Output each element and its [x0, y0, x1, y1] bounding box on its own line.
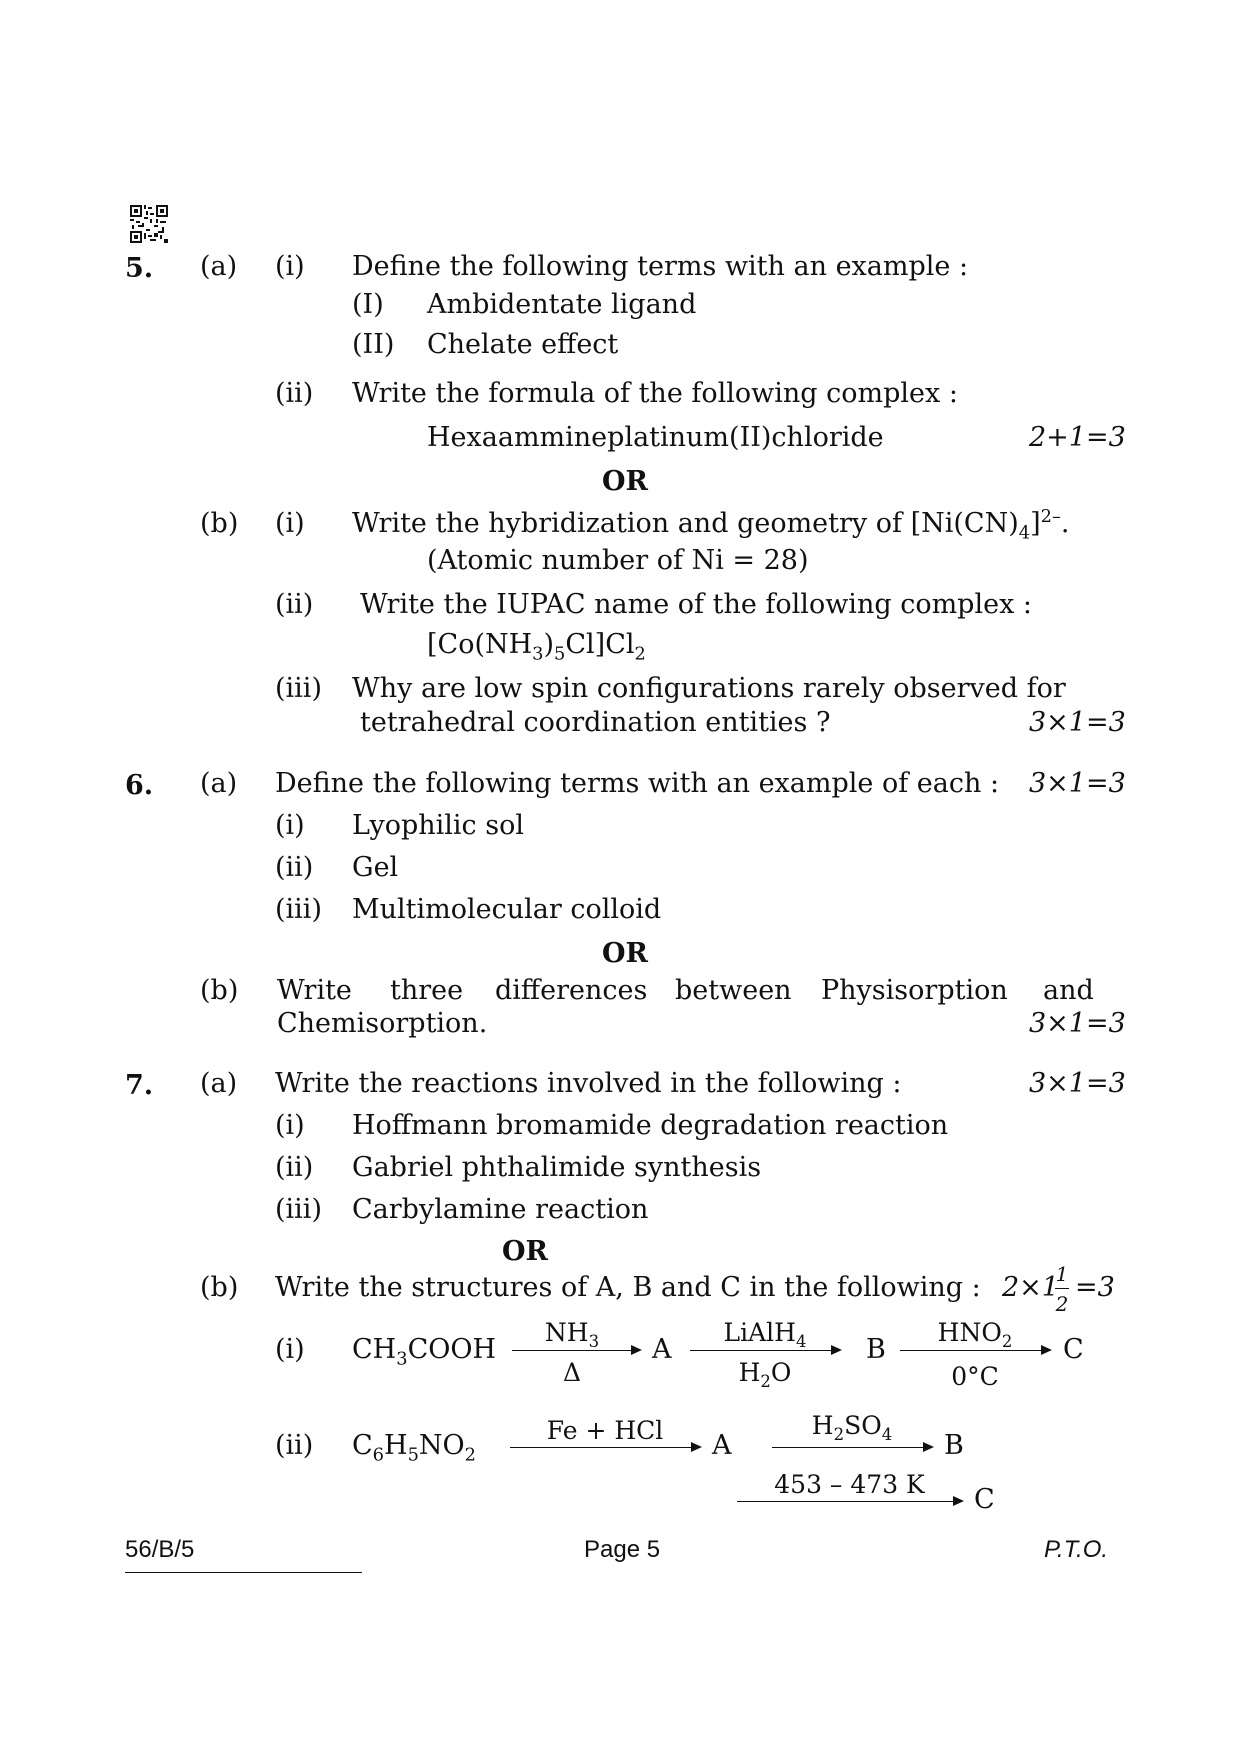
q5-b-i-text: Write the hybridization and geometry of $[Ni(CN)_4]^{2-}$.	[352, 506, 1070, 544]
q7-b-marks-numerator: 1	[1055, 1262, 1069, 1286]
q6-b-marks: 3×1=3	[1029, 1008, 1126, 1039]
q5-b-ii-label: (ii)	[275, 589, 314, 620]
q5-or: OR	[602, 466, 648, 497]
q7-b-ii-reagent-2: $H_2SO_4$	[811, 1411, 893, 1444]
q7-b-i-label: (i)	[275, 1334, 305, 1365]
q7-part-b-label: (b)	[200, 1272, 239, 1303]
q5-a-ii-text: Write the formula of the following complex :	[352, 378, 958, 409]
page-number: Page 5	[584, 1536, 661, 1563]
q6-a-ii-label: (ii)	[275, 852, 314, 883]
q6-b-word: differences	[495, 975, 648, 1006]
q7-b-i-reagent-3: $HNO_2$	[937, 1318, 1013, 1351]
q6-a-i-text: Lyophilic sol	[352, 810, 524, 841]
q7-a-ii-label: (ii)	[275, 1152, 314, 1183]
q5-a-marks: 2+1=3	[1029, 422, 1126, 453]
q7-a-marks: 3×1=3	[1029, 1068, 1126, 1099]
q7-b-ii-label: (ii)	[275, 1430, 314, 1461]
q5-a-i-II-text: Chelate effect	[427, 329, 619, 360]
q5-part-a-label: (a)	[200, 251, 238, 282]
q5-a-i-II-label: (II)	[352, 329, 395, 360]
q5-b-i-label: (i)	[275, 508, 305, 539]
q5-a-ii-complex: Hexaammineplatinum(II)chloride	[427, 422, 884, 453]
paper-code: 56/B/5	[125, 1536, 195, 1563]
q6-b-line2: Chemisorption.	[277, 1008, 488, 1039]
q5-part-b-label: (b)	[200, 508, 239, 539]
q7-b-ii-reactant: $C_6H_5NO_2$	[352, 1430, 477, 1466]
q7-b-ii-product-c: C	[974, 1484, 995, 1515]
qr-code-icon	[130, 205, 168, 243]
q7-part-a-label: (a)	[200, 1068, 238, 1099]
q6-b-word: three	[390, 975, 464, 1006]
q7-b-text: Write the structures of A, B and C in the following :	[275, 1272, 981, 1303]
q5-b-ii-text: Write the IUPAC name of the following complex :	[360, 589, 1032, 620]
q7-b-i-condition-2: $H_2O$	[738, 1358, 792, 1391]
q5-a-ii-label: (ii)	[275, 378, 314, 409]
q6-b-word: between	[675, 975, 792, 1006]
q5-a-i-I-text: Ambidentate ligand	[427, 289, 697, 320]
q5-b-ii-formula: $[Co(NH_3)_5Cl]Cl_2$	[427, 629, 646, 665]
q5-b-marks: 3×1=3	[1029, 707, 1126, 738]
reaction-arrow-icon	[690, 1350, 840, 1351]
q6-a-iii-text: Multimolecular colloid	[352, 894, 662, 925]
q6-b-word: Write	[277, 975, 352, 1006]
q7-b-i-condition-3: 0°C	[951, 1362, 999, 1391]
q6-part-b-label: (b)	[200, 975, 239, 1006]
q7-a-iii-text: Carbylamine reaction	[352, 1194, 649, 1225]
q7-b-marks-denominator: 2	[1055, 1292, 1069, 1316]
q7-a-ii-text: Gabriel phthalimide synthesis	[352, 1152, 762, 1183]
q6-b-word: Physisorption	[821, 975, 1008, 1006]
q5-b-iii-line2: tetrahedral coordination entities ?	[360, 707, 831, 738]
q7-a-iii-label: (iii)	[275, 1194, 322, 1225]
question-number-6: 6.	[125, 770, 154, 801]
question-number-7: 7.	[125, 1070, 154, 1101]
q7-b-i-reactant: $CH_3COOH$	[352, 1334, 497, 1370]
q6-a-text: Define the following terms with an example of each :	[275, 768, 1000, 799]
reaction-arrow-icon	[772, 1447, 932, 1448]
q7-b-ii-reagent-3: 453 – 473 K	[774, 1470, 925, 1499]
q7-b-i-product-b: B	[866, 1334, 886, 1365]
q5-a-i-text: Define the following terms with an example :	[352, 251, 969, 282]
q5-b-iii-line1: Why are low spin configurations rarely observed for	[352, 673, 1066, 704]
q6-a-marks: 3×1=3	[1029, 768, 1126, 799]
q7-b-marks: 2×1 =3	[1002, 1272, 1115, 1303]
reaction-arrow-icon	[737, 1501, 962, 1502]
q5-a-i-label: (i)	[275, 251, 305, 282]
pto-label: P.T.O.	[1044, 1536, 1109, 1563]
q6-or: OR	[602, 938, 648, 969]
q7-or: OR	[502, 1236, 548, 1267]
footer-divider	[125, 1572, 362, 1573]
q5-a-i-I-label: (I)	[352, 289, 384, 320]
q7-b-ii-product-a: A	[712, 1430, 732, 1461]
q7-a-text: Write the reactions involved in the following :	[275, 1068, 902, 1099]
q6-part-a-label: (a)	[200, 768, 238, 799]
reaction-arrow-icon	[512, 1350, 640, 1351]
q7-b-marks-fraction-bar	[1055, 1288, 1069, 1289]
q7-a-i-label: (i)	[275, 1110, 305, 1141]
q7-b-i-product-a: A	[652, 1334, 672, 1365]
reaction-arrow-icon	[900, 1350, 1050, 1351]
q7-b-ii-product-b: B	[944, 1430, 964, 1461]
reaction-arrow-icon	[510, 1447, 700, 1448]
q7-b-i-condition-1: Δ	[562, 1358, 582, 1387]
q6-a-iii-label: (iii)	[275, 894, 322, 925]
q7-a-i-text: Hoffmann bromamide degradation reaction	[352, 1110, 949, 1141]
question-number-5: 5.	[125, 253, 154, 284]
q7-b-i-reagent-2: LiAlH$_4$	[723, 1318, 807, 1351]
q7-b-ii-reagent-1: Fe + HCl	[546, 1416, 664, 1445]
q6-a-i-label: (i)	[275, 810, 305, 841]
q6-a-ii-text: Gel	[352, 852, 399, 883]
q5-b-i-note: (Atomic number of Ni = 28)	[427, 545, 809, 576]
q7-b-i-reagent-1: $NH_3$	[544, 1318, 600, 1351]
q5-b-iii-label: (iii)	[275, 673, 322, 704]
q7-b-i-product-c: C	[1063, 1334, 1084, 1365]
q6-b-word: and	[1043, 975, 1094, 1006]
